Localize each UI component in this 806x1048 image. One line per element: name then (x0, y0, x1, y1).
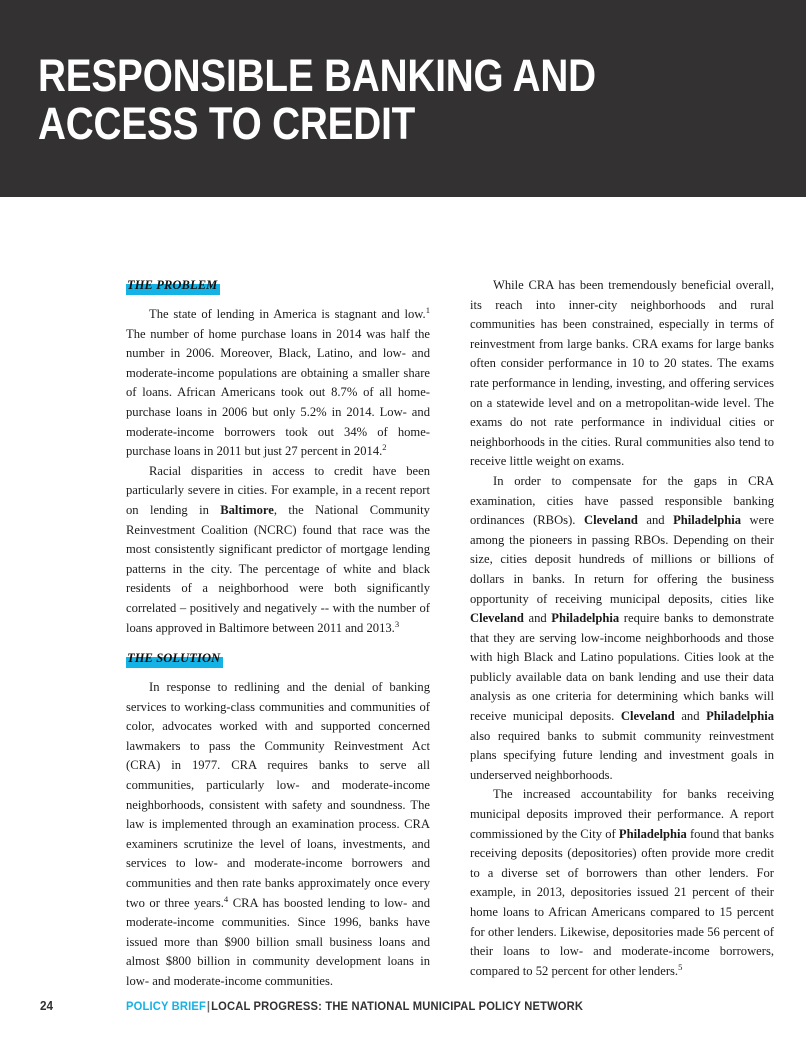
text-run: found that banks receiving deposits (depositories) often provide more credit to a diverse set of borrowers than other lenders. For example, in 2013, depositories issued 21 percent of their home loans to African Americans compared to 15 percent for other lenders. Likewise, depositories made 56 percent of their loans to low- and moderate-income borrowers, compared to 52 percent for other lenders. (470, 826, 775, 978)
paragraph-right-1 (470, 276, 774, 472)
right-column (470, 276, 775, 978)
text-run: In response to redlining and the denial of banking services to working-class communities and communities of color, advocates worked with and supported concerned lawmakers to pass the Community Reinvestment Act (CRA) in 1977. CRA requires banks to serve all communities, particularly low- and moderate-income neighborhoods, consistent with safety and soundness. The law is implemented through an examination process. CRA examiners scrutinize the level of loans, investments, and services to low- and moderate-income borrowers and communities and then rate banks approximately once every two or three years. (126, 680, 430, 910)
city-reference-baltimore: Baltimore (220, 502, 274, 517)
paragraph-solution-1 (126, 678, 430, 992)
text-run: In order to compensate for the gaps in CRA examination, cities have passed responsible banking ordinances (RBOs). (470, 473, 774, 528)
text-run: CRA has boosted lending to low- and moderate-income communities. Since 1996, banks have issued more than $900 billion small business loans and almost $800 billion in community development loans in low- and moderate-income communities. (126, 895, 431, 988)
footnote-marker-5: 5 (678, 961, 683, 972)
text-run: Racial disparities in access to credit have been particularly severe in cities. For example, in a recent report on lending in (126, 463, 430, 517)
text-run: , the National Community Reinvestment Coalition (NCRC) found that race was the most consistently significant predictor of mortgage lending patterns in the city. The percentage of white and black residents of a neighborhood were both significantly correlated – positively and negatively -- with the number of loans approved in Baltimore between 2011 and 2013. (126, 502, 430, 635)
city-reference-philadelphia: Philadelphia (551, 611, 620, 626)
footnote-marker-2: 2 (382, 441, 387, 452)
left-column (126, 276, 431, 988)
section-heading-solution: THE SOLUTION (126, 652, 223, 665)
text-run: While CRA has been tremendously beneficial overall, its reach into inner-city neighborhoods and rural communities has been constrained, especially in terms of reinvestment from large banks. CRA exams for large banks often consider performance in 10 to 20 states. The exams rate performance in lending, investing, and offering services on a statewide level and on a metropolitan-wide level. The exams do not rate performance in individual cities or neighborhoods in the cities. Rural communities also tend to receive little weight on exams. (470, 278, 774, 469)
text-run: The number of home purchase loans in 2014 was half the number in 2006. Moreover, Black, Latino, and low- and moderate-income populations are obtaining a smaller share of loans. African Americans took out 8.7% of all home-purchase loans in 2006 but only 5.2% in 2014. Low- and moderate-income borrowers took out 34% of home-purchase loans in 2011 but just 27 percent in 2014. (126, 326, 430, 459)
paragraph-right-3 (470, 785, 774, 981)
page-footer (0, 998, 806, 1020)
footer-publication-line (126, 999, 583, 1014)
footnote-marker-1: 1 (425, 304, 430, 315)
city-reference-philadelphia: Philadelphia (673, 513, 741, 528)
article-body (126, 276, 775, 988)
section-heading-problem: THE PROBLEM (126, 279, 220, 292)
city-reference-cleveland: Cleveland (583, 513, 638, 528)
city-reference-cleveland: Cleveland (470, 611, 524, 626)
text-run: The state of lending in America is stagnant and low. (149, 307, 426, 321)
city-reference-cleveland: Cleveland (620, 709, 675, 724)
text-run: and (637, 513, 674, 528)
text-run: require banks to demonstrate that they are serving low-income neighborhoods and those with high Black and Latino populations. Cities look at the publicly available data on bank lending and use their data analysis as one criteria for determining which banks will receive municipal deposits. (470, 611, 774, 724)
footer-separator: | (206, 999, 211, 1013)
city-reference-philadelphia: Philadelphia (618, 826, 687, 841)
paragraph-right-2 (470, 472, 774, 786)
page-title: RESPONSIBLE BANKING AND ACCESS TO CREDIT (38, 50, 596, 149)
text-run: The increased accountability for banks receiving municipal deposits improved their performance. A report commissioned by the City of (470, 787, 774, 841)
footnote-marker-4: 4 (223, 893, 229, 904)
paragraph-problem-2 (126, 462, 430, 638)
text-run: and (523, 611, 552, 626)
text-run: were among the pioneers in passing RBOs. Depending on their size, cities deposit hundreds of millions or billions of dollars in banks. In return for offering the business opportunity of receiving municipal deposits, cities like (470, 513, 775, 606)
footer-publication-name: LOCAL PROGRESS: THE NATIONAL MUNICIPAL POLICY NETWORK (211, 999, 584, 1013)
text-run: also required banks to submit community reinvestment plans specifying future lending and investment goals in underserved neighborhoods. (470, 728, 774, 782)
paragraph-problem-1 (126, 305, 430, 462)
page-header-band (0, 0, 806, 197)
page-number: 24 (40, 998, 54, 1013)
city-reference-philadelphia: Philadelphia (706, 709, 774, 724)
text-run: and (674, 709, 707, 724)
footnote-marker-3: 3 (394, 618, 400, 629)
footer-brand: POLICY BRIEF (126, 999, 207, 1013)
